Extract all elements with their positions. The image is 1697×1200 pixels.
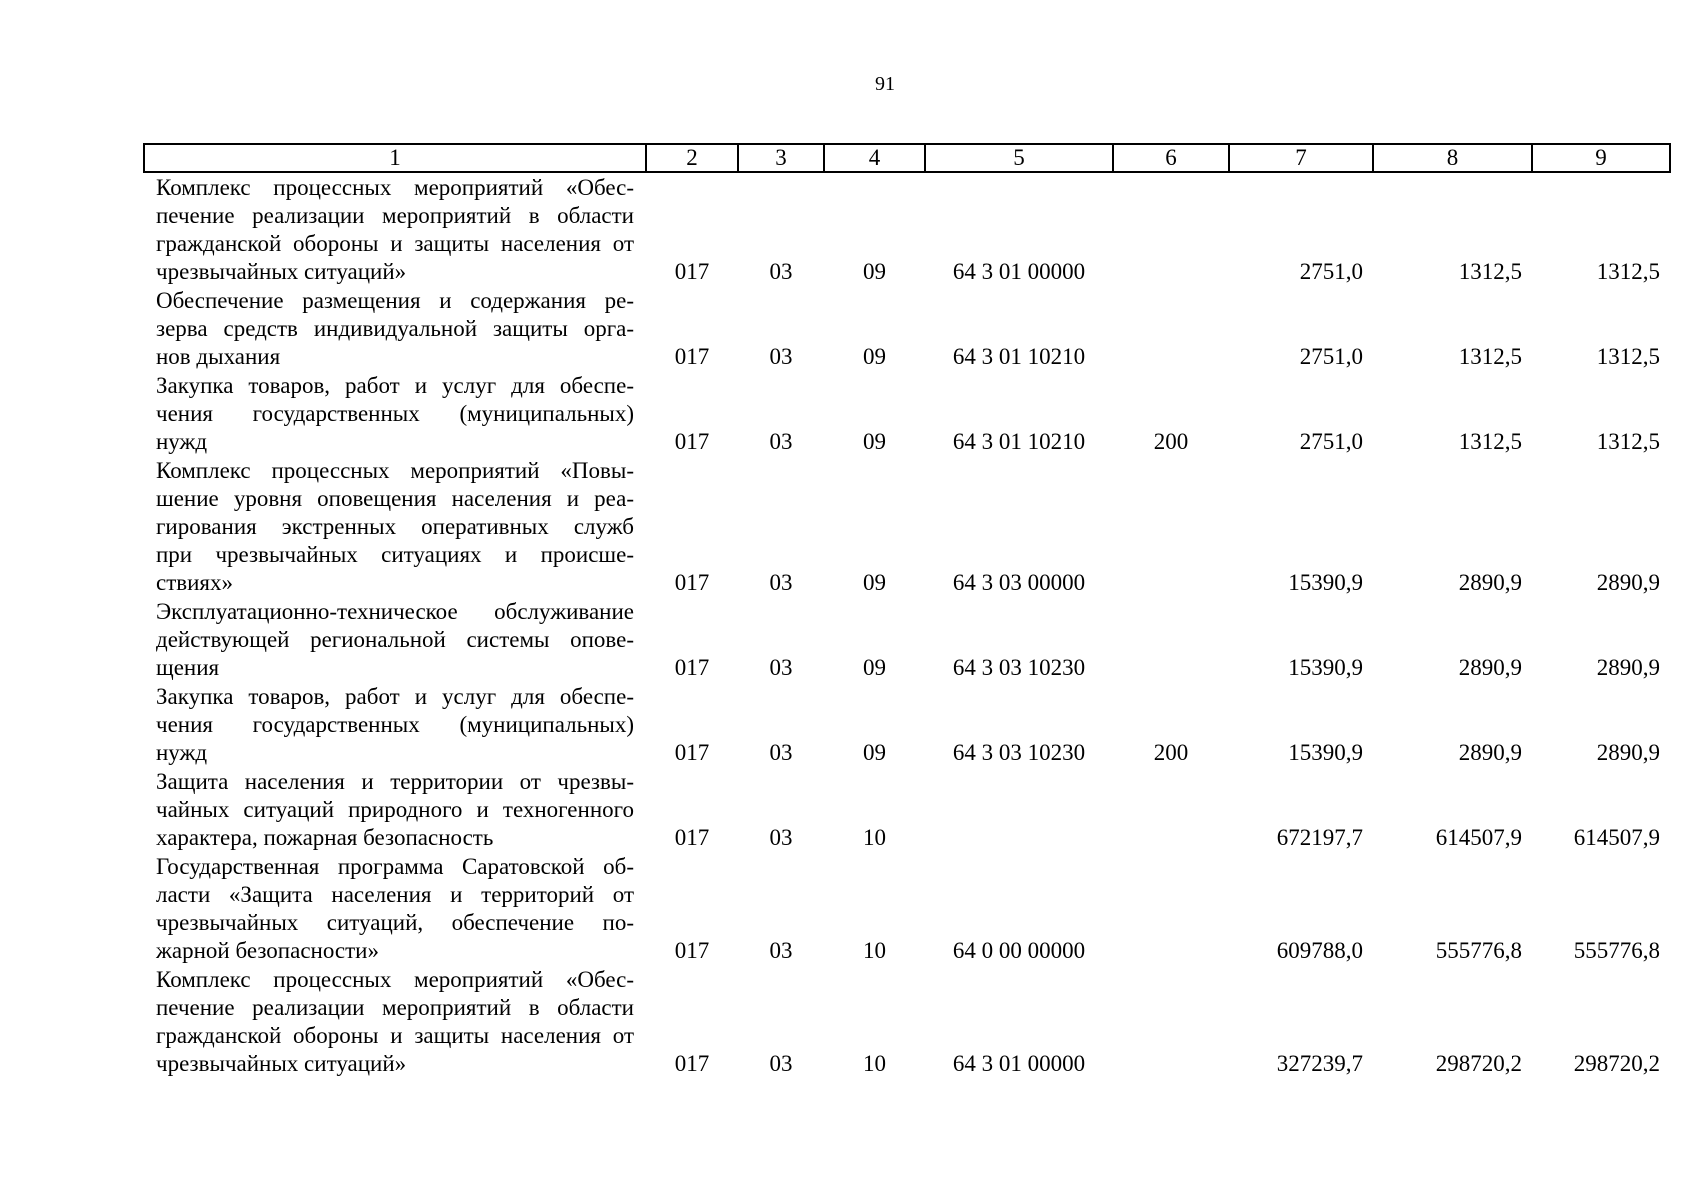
target-article-cell: 64 3 01 00000 xyxy=(952,1051,1086,1076)
row-name-line: Комплекс процессных мероприятий «Обес- xyxy=(156,175,634,200)
column-header-9: 9 xyxy=(1532,144,1670,172)
chapter-code-cell: 017 xyxy=(674,740,710,765)
expense-type-cell: 200 xyxy=(1153,740,1189,765)
amount-year-1-cell: 15390,9 xyxy=(1288,570,1363,595)
subsection-code-cell: 10 xyxy=(863,938,886,963)
amount-year-2-cell: 555776,8 xyxy=(1435,938,1522,963)
budget-table-container xyxy=(143,143,1669,1078)
column-header-1: 1 xyxy=(144,144,646,172)
row-name-line: ствиях» xyxy=(156,570,234,595)
row-name-line: Защита населения и территории от чрезвы- xyxy=(156,769,634,794)
table-row xyxy=(144,965,1670,1078)
subsection-code-cell: 10 xyxy=(863,825,886,850)
amount-year-1-cell: 2751,0 xyxy=(1299,429,1363,454)
target-article-cell: 64 3 01 10210 xyxy=(952,429,1086,454)
row-name-line: Государственная программа Саратовской об- xyxy=(156,854,634,879)
expense-type-cell xyxy=(1113,597,1229,682)
target-article-cell: 64 3 01 00000 xyxy=(952,259,1086,284)
amount-year-2-cell: 1312,5 xyxy=(1458,259,1522,284)
amount-year-3-cell: 2890,9 xyxy=(1596,570,1660,595)
amount-year-1-cell: 2751,0 xyxy=(1299,259,1363,284)
table-body xyxy=(144,172,1670,1078)
row-name-cell xyxy=(144,852,646,965)
column-header-5: 5 xyxy=(925,144,1113,172)
chapter-code-cell: 017 xyxy=(674,1051,710,1076)
table-row xyxy=(144,172,1670,286)
section-code-cell: 03 xyxy=(769,344,793,369)
amount-year-3-cell: 1312,5 xyxy=(1596,344,1660,369)
table-row xyxy=(144,597,1670,682)
row-name-line: чения государственных (муниципальных) xyxy=(156,401,634,426)
section-code-cell: 03 xyxy=(769,655,793,680)
row-name-line: Обеспечение размещения и содержания ре- xyxy=(156,288,634,313)
row-name-line: Эксплуатационно-техническое обслуживание xyxy=(156,599,634,624)
subsection-code-cell: 09 xyxy=(863,429,886,454)
section-code-cell: 03 xyxy=(769,429,793,454)
row-name-line: действующей региональной системы опове- xyxy=(156,627,634,652)
subsection-code-cell: 09 xyxy=(863,344,886,369)
target-article-cell: 64 3 03 00000 xyxy=(952,570,1086,595)
column-header-6: 6 xyxy=(1113,144,1229,172)
column-header-4: 4 xyxy=(824,144,925,172)
amount-year-3-cell: 1312,5 xyxy=(1596,429,1660,454)
table-row xyxy=(144,286,1670,371)
amount-year-3-cell: 1312,5 xyxy=(1596,259,1660,284)
amount-year-3-cell: 555776,8 xyxy=(1573,938,1660,963)
subsection-code-cell: 09 xyxy=(863,655,886,680)
row-name-cell xyxy=(144,172,646,286)
row-name-line: ласти «Защита населения и территорий от xyxy=(156,882,634,907)
amount-year-2-cell: 1312,5 xyxy=(1458,344,1522,369)
row-name-line: гражданской обороны и защиты населения от xyxy=(156,231,634,256)
subsection-code-cell: 09 xyxy=(863,570,886,595)
table-row xyxy=(144,371,1670,456)
target-article-cell: 64 3 01 10210 xyxy=(952,344,1086,369)
amount-year-2-cell: 1312,5 xyxy=(1458,429,1522,454)
expense-type-cell xyxy=(1113,767,1229,852)
target-article-cell: 64 3 03 10230 xyxy=(952,655,1086,680)
row-name-cell xyxy=(144,597,646,682)
row-name-line: печение реализации мероприятий в области xyxy=(156,203,634,228)
row-name-line: при чрезвычайных ситуациях и происше- xyxy=(156,542,634,567)
row-name-cell xyxy=(144,456,646,597)
row-name-line: гражданской обороны и защиты населения от xyxy=(156,1023,634,1048)
expense-type-cell xyxy=(1113,456,1229,597)
chapter-code-cell: 017 xyxy=(674,655,710,680)
amount-year-3-cell: 2890,9 xyxy=(1596,655,1660,680)
row-name-line: чайных ситуаций природного и техногенного xyxy=(156,797,634,822)
row-name-line: нов дыхания xyxy=(156,344,281,369)
row-name-line: чрезвычайных ситуаций» xyxy=(156,1051,407,1076)
subsection-code-cell: 10 xyxy=(863,1051,886,1076)
amount-year-3-cell: 2890,9 xyxy=(1596,740,1660,765)
row-name-cell xyxy=(144,767,646,852)
amount-year-1-cell: 672197,7 xyxy=(1276,825,1363,850)
section-code-cell: 03 xyxy=(769,259,793,284)
row-name-line: Комплекс процессных мероприятий «Повы- xyxy=(156,458,634,483)
amount-year-1-cell: 2751,0 xyxy=(1299,344,1363,369)
amount-year-2-cell: 614507,9 xyxy=(1435,825,1522,850)
row-name-line: Закупка товаров, работ и услуг для обеспе- xyxy=(156,684,634,709)
chapter-code-cell: 017 xyxy=(674,938,710,963)
row-name-cell xyxy=(144,682,646,767)
target-article-cell xyxy=(925,767,1113,852)
section-code-cell: 03 xyxy=(769,938,793,963)
row-name-line: шение уровня оповещения населения и реа- xyxy=(156,486,634,511)
chapter-code-cell: 017 xyxy=(674,570,710,595)
chapter-code-cell: 017 xyxy=(674,429,710,454)
table-row xyxy=(144,767,1670,852)
table-row xyxy=(144,852,1670,965)
subsection-code-cell: 09 xyxy=(863,259,886,284)
amount-year-2-cell: 298720,2 xyxy=(1435,1051,1522,1076)
row-name-cell xyxy=(144,286,646,371)
amount-year-2-cell: 2890,9 xyxy=(1458,570,1522,595)
budget-table xyxy=(143,143,1671,1078)
row-name-line: гирования экстренных оперативных служб xyxy=(156,514,634,539)
row-name-line: Закупка товаров, работ и услуг для обеспе- xyxy=(156,373,634,398)
table-row xyxy=(144,456,1670,597)
chapter-code-cell: 017 xyxy=(674,344,710,369)
row-name-cell xyxy=(144,965,646,1078)
row-name-line: зерва средств индивидуальной защиты орга- xyxy=(156,316,634,341)
target-article-cell: 64 0 00 00000 xyxy=(952,938,1086,963)
chapter-code-cell: 017 xyxy=(674,825,710,850)
row-name-line: чрезвычайных ситуаций, обеспечение по- xyxy=(156,910,634,935)
header-row xyxy=(144,144,1670,172)
row-name-line: характера, пожарная безопасность xyxy=(156,825,494,850)
subsection-code-cell: 09 xyxy=(863,740,886,765)
expense-type-cell xyxy=(1113,965,1229,1078)
expense-type-cell xyxy=(1113,286,1229,371)
amount-year-2-cell: 2890,9 xyxy=(1458,740,1522,765)
section-code-cell: 03 xyxy=(769,740,793,765)
section-code-cell: 03 xyxy=(769,570,793,595)
section-code-cell: 03 xyxy=(769,825,793,850)
column-header-2: 2 xyxy=(646,144,738,172)
row-name-line: чения государственных (муниципальных) xyxy=(156,712,634,737)
row-name-line: чрезвычайных ситуаций» xyxy=(156,259,407,284)
amount-year-1-cell: 327239,7 xyxy=(1276,1051,1363,1076)
row-name-line: жарной безопасности» xyxy=(156,938,379,963)
amount-year-1-cell: 15390,9 xyxy=(1288,655,1363,680)
table-row xyxy=(144,682,1670,767)
expense-type-cell xyxy=(1113,852,1229,965)
amount-year-2-cell: 2890,9 xyxy=(1458,655,1522,680)
section-code-cell: 03 xyxy=(769,1051,793,1076)
expense-type-cell xyxy=(1113,172,1229,286)
column-header-7: 7 xyxy=(1229,144,1373,172)
amount-year-3-cell: 298720,2 xyxy=(1573,1051,1660,1076)
amount-year-1-cell: 15390,9 xyxy=(1288,740,1363,765)
row-name-line: нужд xyxy=(156,429,208,454)
row-name-line: щения xyxy=(156,655,220,680)
page-number: 91 xyxy=(875,73,895,95)
amount-year-3-cell: 614507,9 xyxy=(1573,825,1660,850)
row-name-line: печение реализации мероприятий в области xyxy=(156,995,634,1020)
expense-type-cell: 200 xyxy=(1153,429,1189,454)
target-article-cell: 64 3 03 10230 xyxy=(952,740,1086,765)
row-name-cell xyxy=(144,371,646,456)
chapter-code-cell: 017 xyxy=(674,259,710,284)
row-name-line: Комплекс процессных мероприятий «Обес- xyxy=(156,967,634,992)
row-name-line: нужд xyxy=(156,740,208,765)
amount-year-1-cell: 609788,0 xyxy=(1276,938,1363,963)
column-header-8: 8 xyxy=(1373,144,1532,172)
column-header-3: 3 xyxy=(738,144,824,172)
